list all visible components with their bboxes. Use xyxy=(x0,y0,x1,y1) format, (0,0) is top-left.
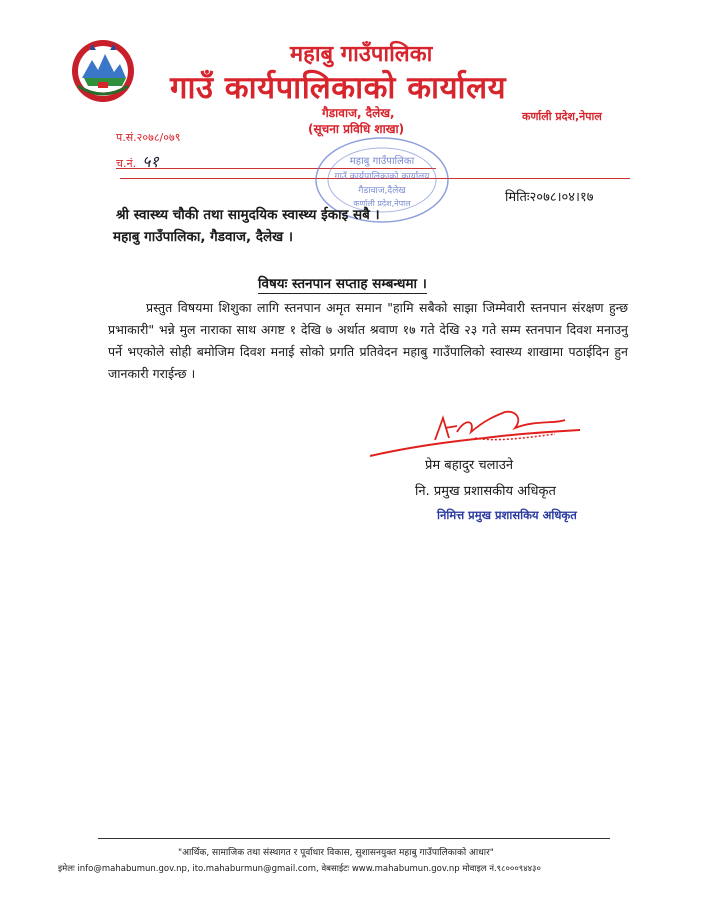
stamp-line2: गाउँ कार्यपालिकाको कार्यालय xyxy=(334,172,430,182)
dispatch-value: ५१ xyxy=(142,152,159,171)
signatory-title: नि. प्रमुख प्रशासकीय अधिकृत xyxy=(415,484,556,499)
signatory-stamp: निमित्त प्रमुख प्रशासकिय अधिकृत xyxy=(437,508,577,522)
stamp-line1: महाबु गाउँपालिका xyxy=(349,156,415,167)
subject-line: विषयः स्तनपान सप्ताह सम्बन्धमा । xyxy=(258,276,427,292)
municipality-name: महाबु गाउँपालिका xyxy=(290,42,433,67)
office-section: (सूचना प्रविधि शाखा) xyxy=(308,122,405,136)
letter-date: मितिः२०७८।०४।१७ xyxy=(505,190,594,205)
office-name: गाउँ कार्यपालिकाको कार्यालय xyxy=(170,70,507,106)
footer-contact: इमेलः info@mahabumun.gov.np, ito.mahaburmun@gmail.com, वेबसाईटः www.mahabumun.gov.np मोवाइल नं.९८०००९४४३० xyxy=(58,864,541,874)
letter-body xyxy=(108,297,628,385)
signatory-name: प्रेम बहादुर चलाउने xyxy=(425,458,514,473)
recipient-line2: महाबु गाउँपालिका, गैडवाज, दैलेख । xyxy=(113,229,293,245)
office-address: गैडावाज, दैलेख, xyxy=(322,106,395,120)
dispatch-label: च.नं. xyxy=(116,157,137,170)
footer-motto: "आर्थिक, सामाजिक तथा संस्थागत र पूर्वाधार विकास, सुशासनयुक्त महाबु गाउँपालिकाको आधार" xyxy=(178,848,494,858)
body-paragraph: प्रस्तुत विषयमा शिशुका लागि स्तनपान अमृत समान "हामि सबैको साझा जिम्मेवारी स्तनपान संरक्षण हुन्छ प्रभाकारी" भन्ने मुल नाराका साथ अगष्ट १ देखि ७ अर्थात श्रवाण १७ गते देखि २३ गते सम्म स्तनपान दिवश मनाउनु पर्ने भएकोले सोही बमोजिम दिवश मनाई सोको प्रगति प्रतिवेदन महाबु गाउँपालिको स्वास्थ्य शाखामा पठाईदिन हुन जानकारी गराईन्छ । xyxy=(108,300,628,381)
nepal-emblem-icon xyxy=(70,38,136,104)
reference-number: प.सं.२०७८/०७९ xyxy=(116,131,181,144)
footer-divider xyxy=(98,838,610,839)
stamp-line3: गैडावाज,दैलेख xyxy=(358,186,406,196)
province-label: कर्णाली प्रदेश,नेपाल xyxy=(522,110,602,123)
recipient-line1: श्री स्वास्थ्य चौकी तथा सामुदयिक स्वास्थ्य ईकाइ सबै । xyxy=(116,207,380,223)
stamp-line4: कर्णाली प्रदेश,नेपाल xyxy=(353,199,411,208)
